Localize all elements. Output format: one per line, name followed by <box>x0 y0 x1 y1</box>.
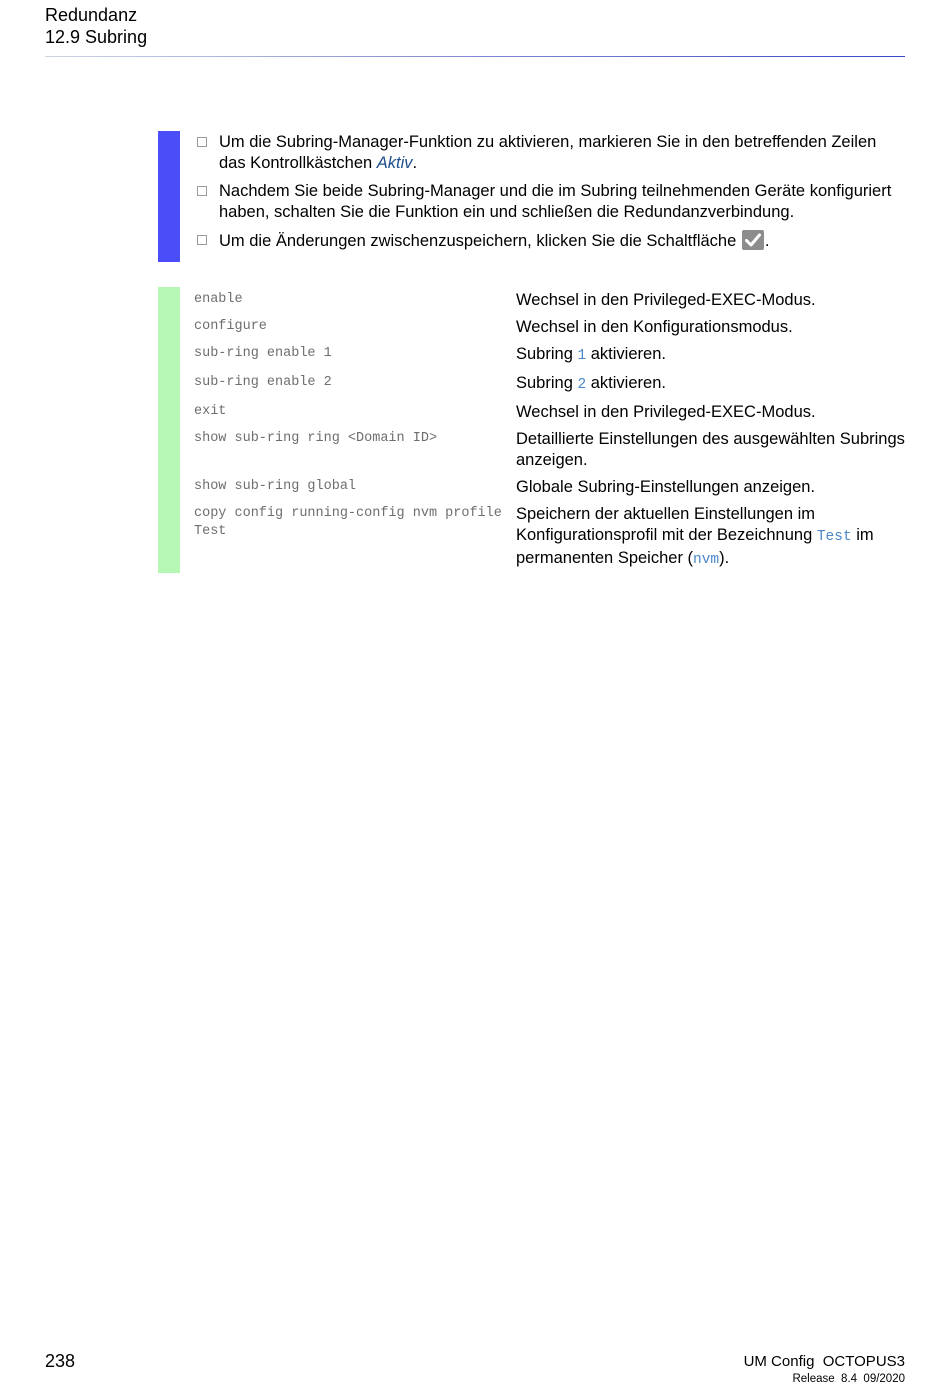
release-info: Release 8.4 09/2020 <box>792 1373 905 1385</box>
document-title: UM Config OCTOPUS3 <box>743 1353 905 1370</box>
table-row <box>194 402 906 423</box>
table-row <box>194 317 906 338</box>
instruction-marker-bar <box>158 131 180 262</box>
checkmark-save-icon <box>742 230 764 250</box>
cli-command-table <box>194 290 906 577</box>
command-description: Speichern der aktuellen Einstellungen im Konfigurationsprofil mit der Bezeichnung Test im permanenten Speicher (nvm). <box>516 505 874 568</box>
table-row <box>194 373 906 396</box>
cli-command: configure <box>194 319 267 334</box>
cli-command: copy config running-config nvm profile Test <box>194 506 510 539</box>
step-checkbox-icon <box>197 235 207 245</box>
chapter-title: Redundanz <box>45 5 138 25</box>
inline-code: nvm <box>693 552 720 568</box>
aktiv-link[interactable]: Aktiv <box>376 154 413 172</box>
page-header <box>45 4 147 48</box>
cli-command: sub-ring enable 2 <box>194 375 332 390</box>
command-description: Detaillierte Einstellungen des ausgewählten Subrings anzeigen. <box>516 430 905 469</box>
cli-command: sub-ring enable 1 <box>194 346 332 361</box>
instruction-steps <box>195 132 907 259</box>
table-row <box>194 290 906 311</box>
command-description: Globale Subring-Einstellungen anzeigen. <box>516 478 816 496</box>
section-title: 12.9 Subring <box>45 27 148 47</box>
command-description: Wechsel in den Privileged-EXEC-Modus. <box>516 403 816 421</box>
cli-command: exit <box>194 404 227 419</box>
command-description: Subring 2 aktivieren. <box>516 374 666 393</box>
page-footer <box>744 1353 905 1387</box>
step-checkbox-icon <box>197 137 207 147</box>
cli-command: show sub-ring ring <Domain ID> <box>194 431 438 446</box>
header-rule <box>45 56 905 57</box>
instruction-step: Um die Subring-Manager-Funktion zu aktivieren, markieren Sie in den betreffenden Zeilen das Kontrollkästchen Aktiv. <box>195 132 907 174</box>
table-row <box>194 429 906 471</box>
instruction-step: Um die Änderungen zwischenzuspeichern, klicken Sie die Schaltfläche . <box>195 230 907 252</box>
inline-code: Test <box>816 529 852 545</box>
cli-marker-bar <box>158 287 180 573</box>
table-row <box>194 477 906 498</box>
instruction-step: Nachdem Sie beide Subring-Manager und die im Subring teilnehmenden Geräte konfiguriert haben, schalten Sie die Funktion ein und schließen die Redundanzverbindung. <box>195 181 907 223</box>
table-row <box>194 504 906 571</box>
command-description: Wechsel in den Konfigurationsmodus. <box>516 318 793 336</box>
cli-command: enable <box>194 292 243 307</box>
cli-command: show sub-ring global <box>194 479 357 494</box>
command-description: Subring 1 aktivieren. <box>516 345 666 364</box>
table-row <box>194 344 906 367</box>
page-number: 238 <box>45 1351 76 1371</box>
inline-code: 1 <box>577 348 587 364</box>
step-checkbox-icon <box>197 186 207 196</box>
command-description: Wechsel in den Privileged-EXEC-Modus. <box>516 291 816 309</box>
inline-code: 2 <box>577 377 587 393</box>
